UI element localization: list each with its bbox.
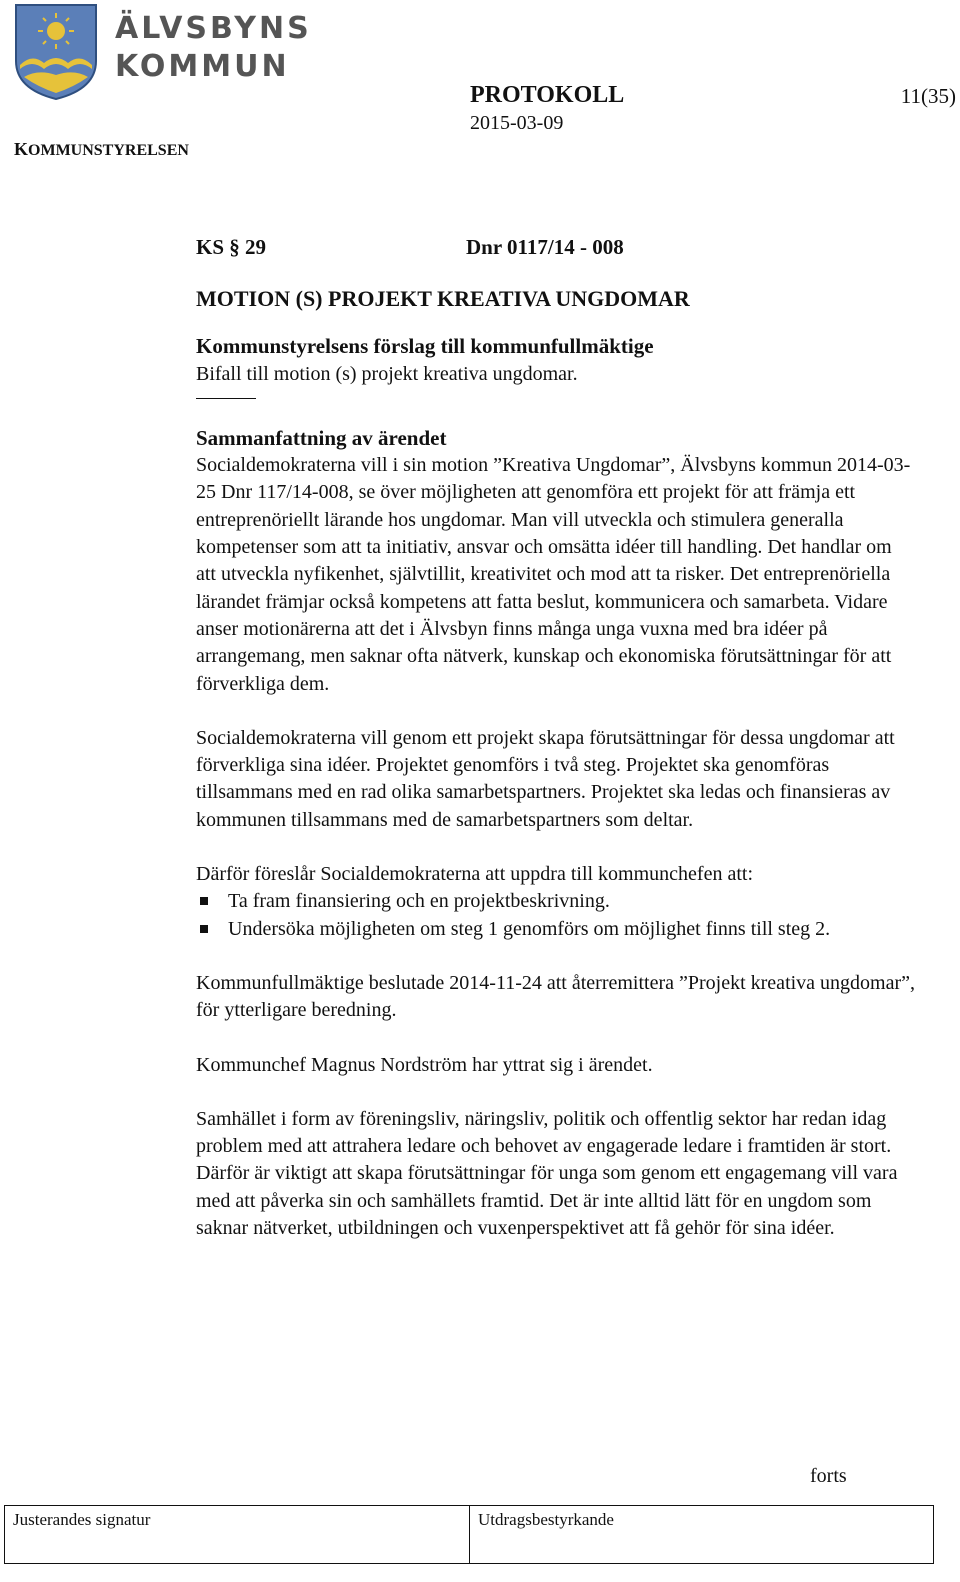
summary-paragraph-5: Kommunchef Magnus Nordström har yttrat sig i ärendet.: [196, 1053, 653, 1076]
separator-rule: [196, 398, 256, 399]
signature-field: Justerandes signatur: [5, 1506, 470, 1563]
document-type: PROTOKOLL: [470, 82, 625, 108]
summary-heading: Sammanfattning av ärendet: [196, 425, 447, 450]
list-item: [196, 888, 916, 915]
bullet-icon: [200, 925, 208, 933]
case-title: MOTION (S) PROJEKT KREATIVA UNGDOMAR: [196, 286, 690, 312]
municipal-crest-icon: [14, 3, 98, 101]
case-header: [196, 234, 916, 261]
case-number: KS § 29: [196, 235, 267, 259]
summary-paragraph-3: Därför föreslår Socialdemokraterna att uppdra till kommunchefen att:: [196, 863, 754, 886]
diary-number: Dnr 0117/14 - 008: [466, 235, 624, 259]
logo-text-line-1: ÄLVSBYNS: [115, 11, 312, 46]
continued-marker: forts: [810, 1465, 847, 1487]
certified-extract-field: Utdragsbestyrkande: [478, 1510, 614, 1529]
summary-paragraph-4: Kommunfullmäktige beslutade 2014-11-24 att återremittera ”Projekt kreativa ungdomar”, för ytterligare beredning.: [196, 971, 916, 1022]
page-number: 11(35): [900, 84, 956, 108]
department-name: KOMMUNSTYRELSEN: [14, 139, 189, 159]
proposal-heading: Kommunstyrelsens förslag till kommunfullmäktige: [196, 334, 654, 359]
summary-paragraph-2: Socialdemokraterna vill genom ett projekt skapa förutsättningar för dessa ungdomar att förverkliga sina idéer. Projektet genomförs i två steg. Projektet ska genomföras tillsammans med en rad olika samarbetspartners. Projektet ska ledas och finansieras av kommunen tillsammans med de samarbetspartners som deltar.: [196, 726, 895, 831]
summary-paragraph-6: Samhället i form av föreningsliv, näringsliv, politik och offentlig sektor har redan idag problem med att attrahera ledare och behovet av engagerade ledare i framtiden är stort. Därför är viktigt att skapa förutsättningar för unga som genom ett engagemang vill vara med att påverka sin och samhällets framtid. Det är inte alltid lätt för en ungdom som saknar nätverket, utbildningen och vuxenperspektivet att få gehör för sina idéer.: [196, 1107, 898, 1240]
footer-signature-box: [4, 1505, 934, 1564]
summary-paragraph-1: Socialdemokraterna vill i sin motion ”Kreativa Ungdomar”, Älvsbyns kommun 2014-03-25 Dnr 117/14-008, se över möjligheten att genomföra ett projekt för att främja ett entreprenöriellt lärande hos ungdomar. Man vill utveckla och stimulera generalla kompetenser som att ta initiativ, ansvar och omsätta idéer till handling. Det handlar om att utveckla nyfikenhet, självtillit, kreativitet och mod att ta risker. Det entreprenöriella lärandet främjar också kompetens att fatta beslut, kommunicera och samarbeta. Vidare anser motionärerna att det i Älvsbyn finns många unga vuxna med bra idéer på arrangemang, men saknar ofta nätverk, kunskap och ekonomiska förutsättningar för att förverkliga dem.: [196, 454, 911, 695]
list-item-text: Ta fram finansiering och en projektbeskrivning.: [228, 890, 610, 913]
logo-text-line-2: KOMMUN: [115, 49, 290, 84]
bullet-icon: [200, 897, 208, 905]
assignment-list: [196, 888, 916, 943]
list-item: [196, 916, 916, 943]
document-date: 2015-03-09: [470, 112, 564, 134]
list-item-text: Undersöka möjligheten om steg 1 genomförs om möjlighet finns till steg 2.: [228, 917, 831, 940]
proposal-text: Bifall till motion (s) projekt kreativa ungdomar.: [196, 362, 578, 385]
document-body: [196, 234, 916, 1242]
